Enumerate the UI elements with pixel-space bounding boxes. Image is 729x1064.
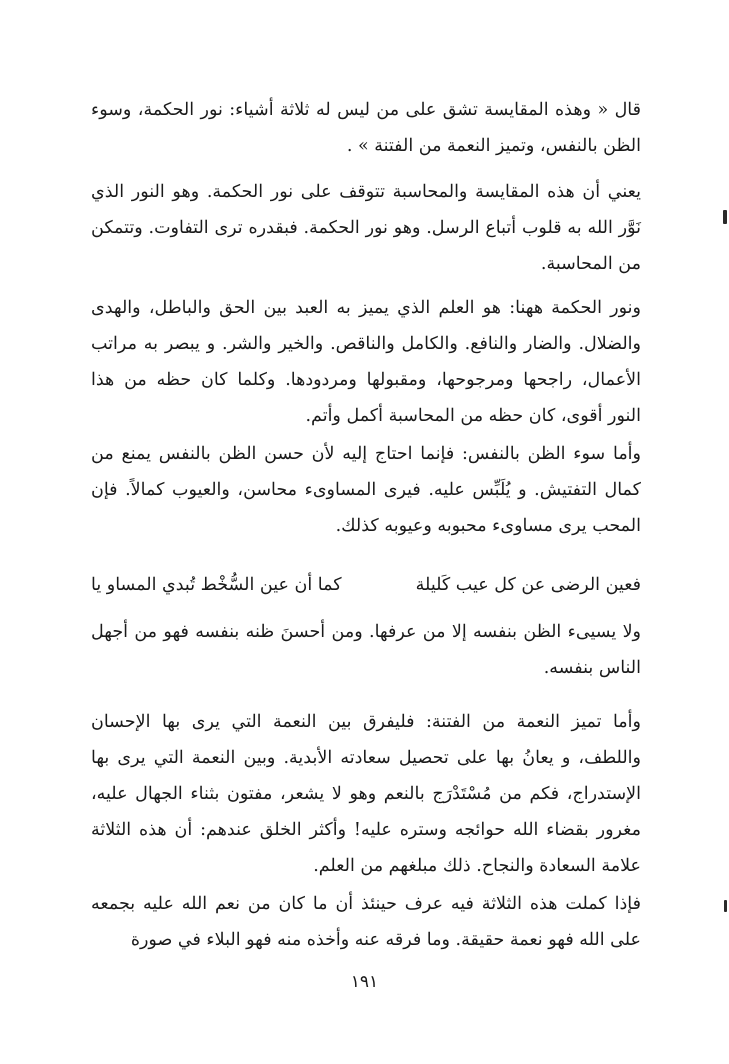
- paragraph-light-of-wisdom: ونور الحكمة ههنا: هو العلم الذي يميز به العبد بين الحق والباطل، والهدى والضلال. والضار والنافع. والكامل والناقص. والخير والشر. و يبصر به مراتب الأعمال، راجحها ومرجوحها، ومقبولها ومردودها. وكلما كان حظه من هذا النور أقوى، كان حظه من المحاسبة أكمل وأتم.: [91, 298, 641, 426]
- paragraph-quote: قال « وهذه المقايسة تشق على من ليس له ثلاثة أشياء: نور الحكمة، وسوء الظن بالنفس، وتميز النعمة من الفتنة » .: [91, 100, 641, 156]
- verse-second-hemistich: كما أن عين السُّخْط تُبدي المساو يا: [91, 575, 342, 595]
- scan-artifact-mark: [724, 900, 727, 912]
- paragraph-explanation: يعني أن هذه المقايسة والمحاسبة تتوقف على نور الحكمة. وهو النور الذي نَوَّر الله به قلوب أتباع الرسل. وهو نور الحكمة. فبقدره ترى التفاوت. وتتمكن من المحاسبة.: [91, 182, 641, 274]
- verse-first-hemistich: فعين الرضى عن كل عيب كَليلة: [415, 575, 641, 595]
- poetry-verse: [91, 568, 641, 602]
- paragraph-knowing-self: ولا يسيىء الظن بنفسه إلا من عرفها. ومن أحسنَ ظنه بنفسه فهو من أجهل الناس بنفسه.: [91, 622, 641, 678]
- scan-artifact-mark: [723, 210, 727, 224]
- paragraph-conclusion: فإذا كملت هذه الثلاثة فيه عرف حينئذ أن ما كان من نعم الله عليه بجمعه على الله فهو نعمة حقيقة. وما فرقه عنه وأخذه منه فهو البلاء في صورة: [91, 894, 641, 950]
- paragraph-self-suspicion: وأما سوء الظن بالنفس: فإنما احتاج إليه لأن حسن الظن بالنفس يمنع من كمال التفتيش. و يُلَبِّس عليه. فيرى المساوىء محاسن، والعيوب كمالاً. فإن المحب يرى مساوىء محبوبه وعيوبه كذلك.: [91, 444, 641, 536]
- page-number: ١٩١: [350, 972, 379, 992]
- paragraph-blessing-trial: وأما تميز النعمة من الفتنة: فليفرق بين النعمة التي يرى بها الإحسان واللطف، و يعانُ بها على تحصيل سعادته الأبدية. وبين النعمة التي يرى بها الإستدراج، فكم من مُسْتَدْرَج بالنعم وهو لا يشعر، مفتون بثناء الجهال عليه، مغرور بقضاء الله حوائجه وستره عليه! وأكثر الخلق عندهم: أن هذه الثلاثة علامة السعادة والنجاح. ذلك مبلغهم من العلم.: [91, 712, 641, 876]
